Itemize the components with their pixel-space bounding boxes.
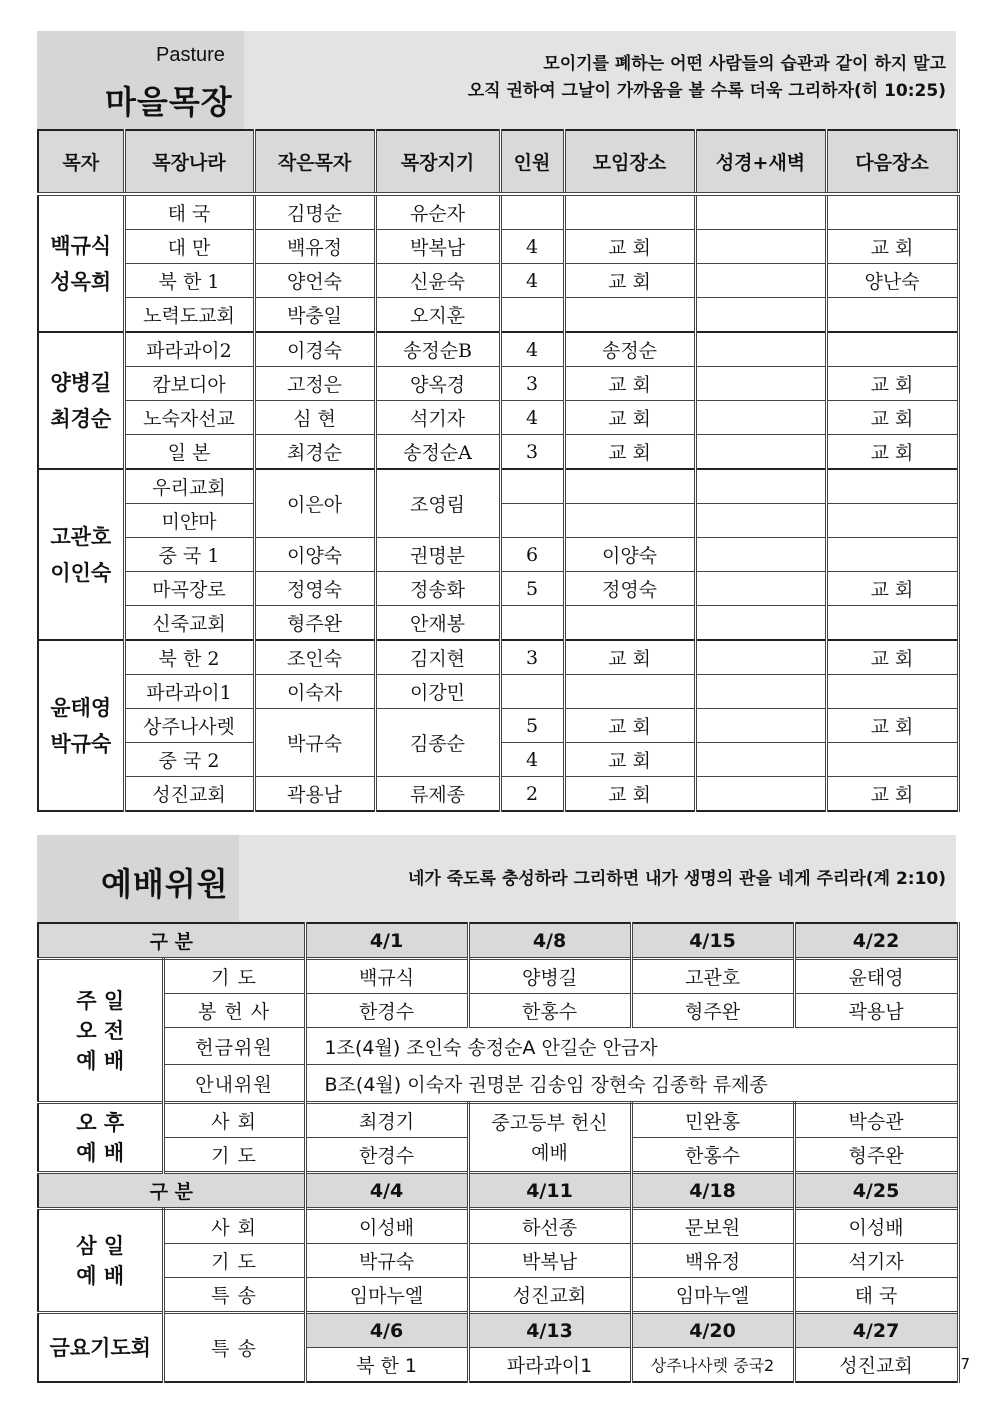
date-cell: 4/4 bbox=[305, 1173, 468, 1209]
cell-next: 교 회 bbox=[826, 367, 958, 401]
row-label: 사 회 bbox=[163, 1103, 305, 1138]
col-header: 목자 bbox=[38, 130, 124, 194]
verse-line-1: 모이기를 폐하는 어떤 사람들의 습관과 같이 하지 말고 bbox=[543, 54, 946, 74]
col-header: 다음장소 bbox=[826, 130, 958, 194]
sunday-offering-row bbox=[38, 994, 958, 1028]
pasture-row bbox=[38, 230, 958, 264]
row-label: 특 송 bbox=[163, 1278, 305, 1313]
name-cell: 곽용남 bbox=[794, 994, 958, 1028]
cell-count: 3 bbox=[500, 640, 564, 675]
row-label: 특 송 bbox=[163, 1313, 305, 1383]
cell-nara: 파라과이1 bbox=[124, 675, 254, 709]
cell-bible bbox=[695, 264, 826, 298]
cell-count: 4 bbox=[500, 230, 564, 264]
pastor-names: 고관호 이인숙 bbox=[38, 469, 124, 640]
cell-keeper: 정송화 bbox=[375, 572, 500, 606]
cell-place: 송정순 bbox=[564, 332, 695, 367]
date-cell: 4/25 bbox=[794, 1173, 958, 1209]
cell-small: 형주완 bbox=[254, 606, 375, 641]
pasture-row bbox=[38, 538, 958, 572]
pasture-header bbox=[37, 31, 956, 129]
cell-place: 교 회 bbox=[564, 640, 695, 675]
pasture-ko-title: 마을목장 bbox=[105, 83, 233, 121]
pasture-row bbox=[38, 367, 958, 401]
name-cell: 상주나사렛 중국2 bbox=[631, 1348, 794, 1383]
sunday-usher-row bbox=[38, 1065, 958, 1103]
cell-small: 정영숙 bbox=[254, 572, 375, 606]
cell-nara: 대 만 bbox=[124, 230, 254, 264]
worship-ko-title: 예배위원 bbox=[101, 865, 229, 903]
cell-nara: 성진교회 bbox=[124, 777, 254, 812]
cell-place: 교 회 bbox=[564, 709, 695, 743]
cell-count bbox=[500, 675, 564, 709]
friday-date-row bbox=[38, 1313, 958, 1348]
cell-next bbox=[826, 538, 958, 572]
cell-place: 교 회 bbox=[564, 401, 695, 435]
name-cell: 형주완 bbox=[631, 994, 794, 1028]
name-cell: 석기자 bbox=[794, 1244, 958, 1278]
cell-nara: 노숙자선교 bbox=[124, 401, 254, 435]
name-cell: 한홍수 bbox=[468, 994, 631, 1028]
name-cell: 양병길 bbox=[468, 959, 631, 994]
cell-bible bbox=[695, 435, 826, 470]
money-committee: 1조(4월) 조인숙 송정순A 안길순 안금자 bbox=[305, 1028, 958, 1065]
cell-small: 이숙자 bbox=[254, 675, 375, 709]
name-cell: 파라과이1 bbox=[468, 1348, 631, 1383]
row-label: 사 회 bbox=[163, 1209, 305, 1244]
name-cell: 이성배 bbox=[305, 1209, 468, 1244]
worship-table bbox=[37, 922, 960, 1383]
cell-nara: 북 한 1 bbox=[124, 264, 254, 298]
col-header: 모임장소 bbox=[564, 130, 695, 194]
sunday-service-label: 주 일 오 전 예 배 bbox=[38, 959, 163, 1103]
cell-keeper: 조영림 bbox=[375, 469, 500, 538]
cell-next: 교 회 bbox=[826, 435, 958, 470]
cell-place: 교 회 bbox=[564, 367, 695, 401]
row-label: 기 도 bbox=[163, 1244, 305, 1278]
cell-place bbox=[564, 675, 695, 709]
afternoon-service-label: 오 후 예 배 bbox=[38, 1103, 163, 1173]
name-cell: 태 국 bbox=[794, 1278, 958, 1313]
cell-next bbox=[826, 469, 958, 504]
cell-place: 교 회 bbox=[564, 230, 695, 264]
cell-next bbox=[826, 606, 958, 641]
pasture-row bbox=[38, 777, 958, 812]
cell-bible bbox=[695, 538, 826, 572]
cell-small: 곽용남 bbox=[254, 777, 375, 812]
cell-next: 교 회 bbox=[826, 230, 958, 264]
cell-bible bbox=[695, 640, 826, 675]
cell-count: 5 bbox=[500, 709, 564, 743]
date-cell: 4/13 bbox=[468, 1313, 631, 1348]
cell-bible bbox=[695, 504, 826, 538]
pasture-en-title: Pasture bbox=[156, 44, 225, 66]
name-cell: 임마누엘 bbox=[305, 1278, 468, 1313]
pasture-row bbox=[38, 264, 958, 298]
col-header: 목장지기 bbox=[375, 130, 500, 194]
col-header: 목장나라 bbox=[124, 130, 254, 194]
cell-nara: 일 본 bbox=[124, 435, 254, 470]
pasture-row bbox=[38, 709, 958, 743]
cell-nara: 태 국 bbox=[124, 194, 254, 230]
cell-keeper: 양옥경 bbox=[375, 367, 500, 401]
cell-keeper: 김종순 bbox=[375, 709, 500, 777]
cell-keeper: 류제종 bbox=[375, 777, 500, 812]
date-cell: 4/22 bbox=[794, 923, 958, 959]
verse-line-2: 오직 권하여 그날이 가까움을 볼 수록 더욱 그리하자(히 10:25) bbox=[467, 81, 946, 101]
gubun-label: 구 분 bbox=[38, 1173, 305, 1209]
date-cell: 4/1 bbox=[305, 923, 468, 959]
cell-place bbox=[564, 504, 695, 538]
cell-place bbox=[564, 606, 695, 641]
cell-place: 교 회 bbox=[564, 264, 695, 298]
date-cell: 4/8 bbox=[468, 923, 631, 959]
cell-next: 교 회 bbox=[826, 401, 958, 435]
worship-verse: 네가 죽도록 충성하라 그리하면 내가 생명의 관을 네게 주리라(계 2:10) bbox=[407, 869, 946, 889]
cell-small: 이양숙 bbox=[254, 538, 375, 572]
cell-next bbox=[826, 298, 958, 333]
row-label: 안내위원 bbox=[163, 1065, 305, 1103]
cell-small: 백유정 bbox=[254, 230, 375, 264]
cell-small: 고정은 bbox=[254, 367, 375, 401]
cell-keeper: 송정순B bbox=[375, 332, 500, 367]
cell-small: 박충일 bbox=[254, 298, 375, 333]
cell-place: 교 회 bbox=[564, 743, 695, 777]
usher-committee: B조(4월) 이숙자 권명분 김송임 장현숙 김종학 류제종 bbox=[305, 1065, 958, 1103]
pasture-row bbox=[38, 640, 958, 675]
cell-nara: 신죽교회 bbox=[124, 606, 254, 641]
cell-keeper: 송정순A bbox=[375, 435, 500, 470]
cell-place: 정영숙 bbox=[564, 572, 695, 606]
cell-nara: 미얀마 bbox=[124, 504, 254, 538]
cell-bible bbox=[695, 332, 826, 367]
cell-place bbox=[564, 298, 695, 333]
cell-next bbox=[826, 743, 958, 777]
cell-keeper: 안재봉 bbox=[375, 606, 500, 641]
pasture-row bbox=[38, 298, 958, 333]
pasture-verse bbox=[468, 51, 946, 105]
cell-bible bbox=[695, 572, 826, 606]
wed-prayer-row bbox=[38, 1244, 958, 1278]
afternoon-host-row bbox=[38, 1103, 958, 1138]
pasture-row bbox=[38, 606, 958, 641]
cell-count: 5 bbox=[500, 572, 564, 606]
cell-count bbox=[500, 469, 564, 504]
cell-next: 교 회 bbox=[826, 572, 958, 606]
name-cell: 형주완 bbox=[794, 1138, 958, 1173]
date-cell: 4/6 bbox=[305, 1313, 468, 1348]
cell-keeper: 박복남 bbox=[375, 230, 500, 264]
pasture-table bbox=[37, 129, 960, 812]
cell-nara: 중 국 1 bbox=[124, 538, 254, 572]
cell-next bbox=[826, 194, 958, 230]
cell-keeper: 유순자 bbox=[375, 194, 500, 230]
cell-next: 교 회 bbox=[826, 777, 958, 812]
col-header: 성경+새벽 bbox=[695, 130, 826, 194]
gubun-label: 구 분 bbox=[38, 923, 305, 959]
cell-count: 3 bbox=[500, 367, 564, 401]
cell-small: 박규숙 bbox=[254, 709, 375, 777]
cell-bible bbox=[695, 469, 826, 504]
cell-small: 최경순 bbox=[254, 435, 375, 470]
cell-count: 6 bbox=[500, 538, 564, 572]
cell-next: 교 회 bbox=[826, 709, 958, 743]
cell-count: 4 bbox=[500, 332, 564, 367]
name-cell: 한홍수 bbox=[631, 1138, 794, 1173]
cell-keeper: 권명분 bbox=[375, 538, 500, 572]
cell-nara: 노력도교회 bbox=[124, 298, 254, 333]
cell-nara: 파라과이2 bbox=[124, 332, 254, 367]
cell-nara: 캄보디아 bbox=[124, 367, 254, 401]
col-header: 작은목자 bbox=[254, 130, 375, 194]
cell-bible bbox=[695, 777, 826, 812]
friday-service-label: 금요기도회 bbox=[38, 1313, 163, 1383]
name-cell: 이성배 bbox=[794, 1209, 958, 1244]
sunday-date-row bbox=[38, 923, 958, 959]
cell-place: 교 회 bbox=[564, 435, 695, 470]
date-cell: 4/15 bbox=[631, 923, 794, 959]
name-cell: 한경수 bbox=[305, 994, 468, 1028]
pastor-names: 윤태영 박규숙 bbox=[38, 640, 124, 811]
cell-count: 3 bbox=[500, 435, 564, 470]
cell-count: 4 bbox=[500, 401, 564, 435]
pasture-row bbox=[38, 435, 958, 470]
cell-bible bbox=[695, 401, 826, 435]
worship-header bbox=[37, 835, 956, 922]
name-cell: 북 한 1 bbox=[305, 1348, 468, 1383]
name-cell: 임마누엘 bbox=[631, 1278, 794, 1313]
page-number: 7 bbox=[960, 1355, 970, 1373]
cell-place: 이양숙 bbox=[564, 538, 695, 572]
cell-count: 4 bbox=[500, 264, 564, 298]
name-cell: 백규식 bbox=[305, 959, 468, 994]
pastor-names: 양병길 최경순 bbox=[38, 332, 124, 469]
cell-next: 양난숙 bbox=[826, 264, 958, 298]
cell-count bbox=[500, 194, 564, 230]
youth-service: 중고등부 헌신예배 bbox=[468, 1103, 631, 1173]
cell-bible bbox=[695, 367, 826, 401]
cell-bible bbox=[695, 298, 826, 333]
date-cell: 4/18 bbox=[631, 1173, 794, 1209]
cell-bible bbox=[695, 743, 826, 777]
cell-keeper: 석기자 bbox=[375, 401, 500, 435]
cell-count bbox=[500, 606, 564, 641]
name-cell: 성진교회 bbox=[794, 1348, 958, 1383]
pasture-row bbox=[38, 572, 958, 606]
name-cell: 민완홍 bbox=[631, 1103, 794, 1138]
date-cell: 4/20 bbox=[631, 1313, 794, 1348]
wed-service-label: 삼 일 예 배 bbox=[38, 1209, 163, 1313]
wed-date-row bbox=[38, 1173, 958, 1209]
cell-next: 교 회 bbox=[826, 640, 958, 675]
cell-small: 양언숙 bbox=[254, 264, 375, 298]
date-cell: 4/11 bbox=[468, 1173, 631, 1209]
name-cell: 윤태영 bbox=[794, 959, 958, 994]
row-label: 기 도 bbox=[163, 1138, 305, 1173]
pasture-header-row bbox=[38, 130, 958, 194]
cell-keeper: 신윤숙 bbox=[375, 264, 500, 298]
cell-keeper: 김지현 bbox=[375, 640, 500, 675]
row-label: 봉 헌 사 bbox=[163, 994, 305, 1028]
cell-place bbox=[564, 194, 695, 230]
name-cell: 문보원 bbox=[631, 1209, 794, 1244]
name-cell: 최경기 bbox=[305, 1103, 468, 1138]
cell-count bbox=[500, 298, 564, 333]
row-label: 기 도 bbox=[163, 959, 305, 994]
date-cell: 4/27 bbox=[794, 1313, 958, 1348]
pasture-row bbox=[38, 332, 958, 367]
wed-host-row bbox=[38, 1209, 958, 1244]
cell-bible bbox=[695, 194, 826, 230]
cell-small: 이경숙 bbox=[254, 332, 375, 367]
cell-nara: 우리교회 bbox=[124, 469, 254, 504]
name-cell: 하선종 bbox=[468, 1209, 631, 1244]
pasture-row bbox=[38, 469, 958, 504]
name-cell: 박규숙 bbox=[305, 1244, 468, 1278]
cell-count: 4 bbox=[500, 743, 564, 777]
cell-next bbox=[826, 504, 958, 538]
cell-small: 조인숙 bbox=[254, 640, 375, 675]
cell-next bbox=[826, 332, 958, 367]
name-cell: 고관호 bbox=[631, 959, 794, 994]
cell-keeper: 이강민 bbox=[375, 675, 500, 709]
row-label: 헌금위원 bbox=[163, 1028, 305, 1065]
cell-nara: 마곡장로 bbox=[124, 572, 254, 606]
cell-bible bbox=[695, 230, 826, 264]
wed-special-row bbox=[38, 1278, 958, 1313]
cell-place bbox=[564, 469, 695, 504]
cell-small: 김명순 bbox=[254, 194, 375, 230]
name-cell: 성진교회 bbox=[468, 1278, 631, 1313]
cell-nara: 북 한 2 bbox=[124, 640, 254, 675]
cell-small: 이은아 bbox=[254, 469, 375, 538]
cell-keeper: 오지훈 bbox=[375, 298, 500, 333]
pasture-row bbox=[38, 675, 958, 709]
cell-nara: 상주나사렛 bbox=[124, 709, 254, 743]
name-cell: 백유정 bbox=[631, 1244, 794, 1278]
cell-nara: 중 국 2 bbox=[124, 743, 254, 777]
cell-small: 심 현 bbox=[254, 401, 375, 435]
col-header: 인원 bbox=[500, 130, 564, 194]
pasture-row bbox=[38, 401, 958, 435]
cell-bible bbox=[695, 675, 826, 709]
sunday-prayer-row bbox=[38, 959, 958, 994]
pastor-names: 백규식 성옥희 bbox=[38, 194, 124, 332]
name-cell: 박승관 bbox=[794, 1103, 958, 1138]
name-cell: 한경수 bbox=[305, 1138, 468, 1173]
sunday-money-row bbox=[38, 1028, 958, 1065]
cell-next bbox=[826, 675, 958, 709]
cell-bible bbox=[695, 709, 826, 743]
cell-count: 2 bbox=[500, 777, 564, 812]
cell-count bbox=[500, 504, 564, 538]
cell-place: 교 회 bbox=[564, 777, 695, 812]
name-cell: 박복남 bbox=[468, 1244, 631, 1278]
pasture-row bbox=[38, 194, 958, 230]
cell-bible bbox=[695, 606, 826, 641]
